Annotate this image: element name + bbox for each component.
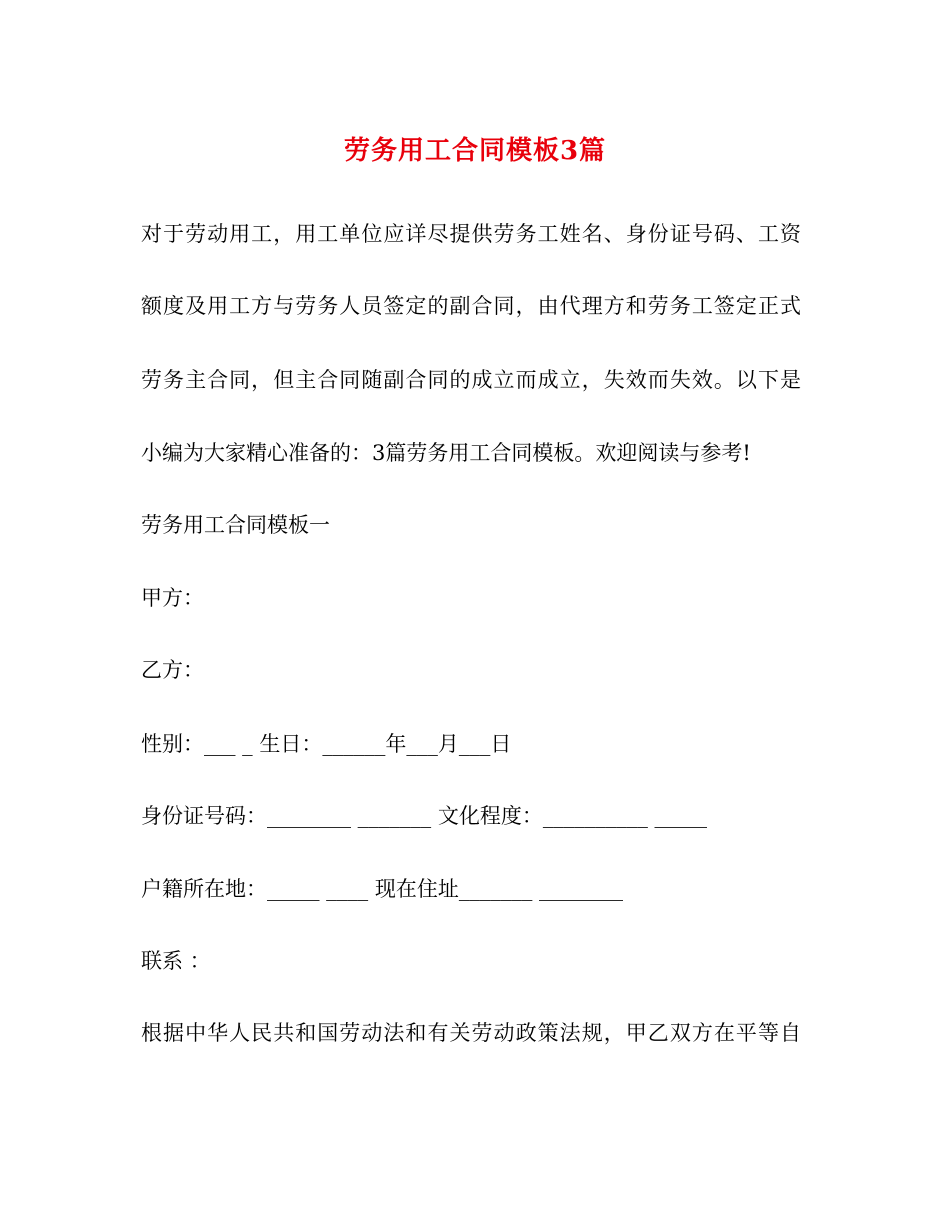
document-title: 劳务用工合同模板3篇 — [343, 136, 607, 166]
intro-line-3: 劳务主合同，但主合同随副合同的成立而成立，失效而失效。以下是 — [141, 368, 801, 392]
section-heading: 劳务用工合同模板一 — [141, 513, 330, 537]
residence-address-line: 户籍所在地：_____ ____ 现在住址_______ ________ — [141, 877, 624, 901]
gender-birthday-line: 性别：___ _ 生日：______年___月___日 — [141, 732, 512, 756]
body-line: 根据中华人民共和国劳动法和有关劳动政策法规，甲乙双方在平等自 — [141, 1021, 801, 1045]
intro-line-2: 额度及用工方与劳务人员签定的副合同，由代理方和劳务工签定正式 — [141, 294, 801, 318]
intro-line-4: 小编为大家精心准备的：3篇劳务用工合同模板。欢迎阅读与参考! — [141, 441, 751, 465]
contact-line: 联系 ： — [141, 949, 211, 973]
party-a-label: 甲方： — [141, 586, 204, 610]
id-education-line: 身份证号码：________ _______ 文化程度：__________ _____ — [141, 804, 708, 828]
party-b-label: 乙方： — [141, 658, 204, 682]
intro-line-1: 对于劳动用工，用工单位应详尽提供劳务工姓名、身份证号码、工资 — [141, 222, 801, 246]
